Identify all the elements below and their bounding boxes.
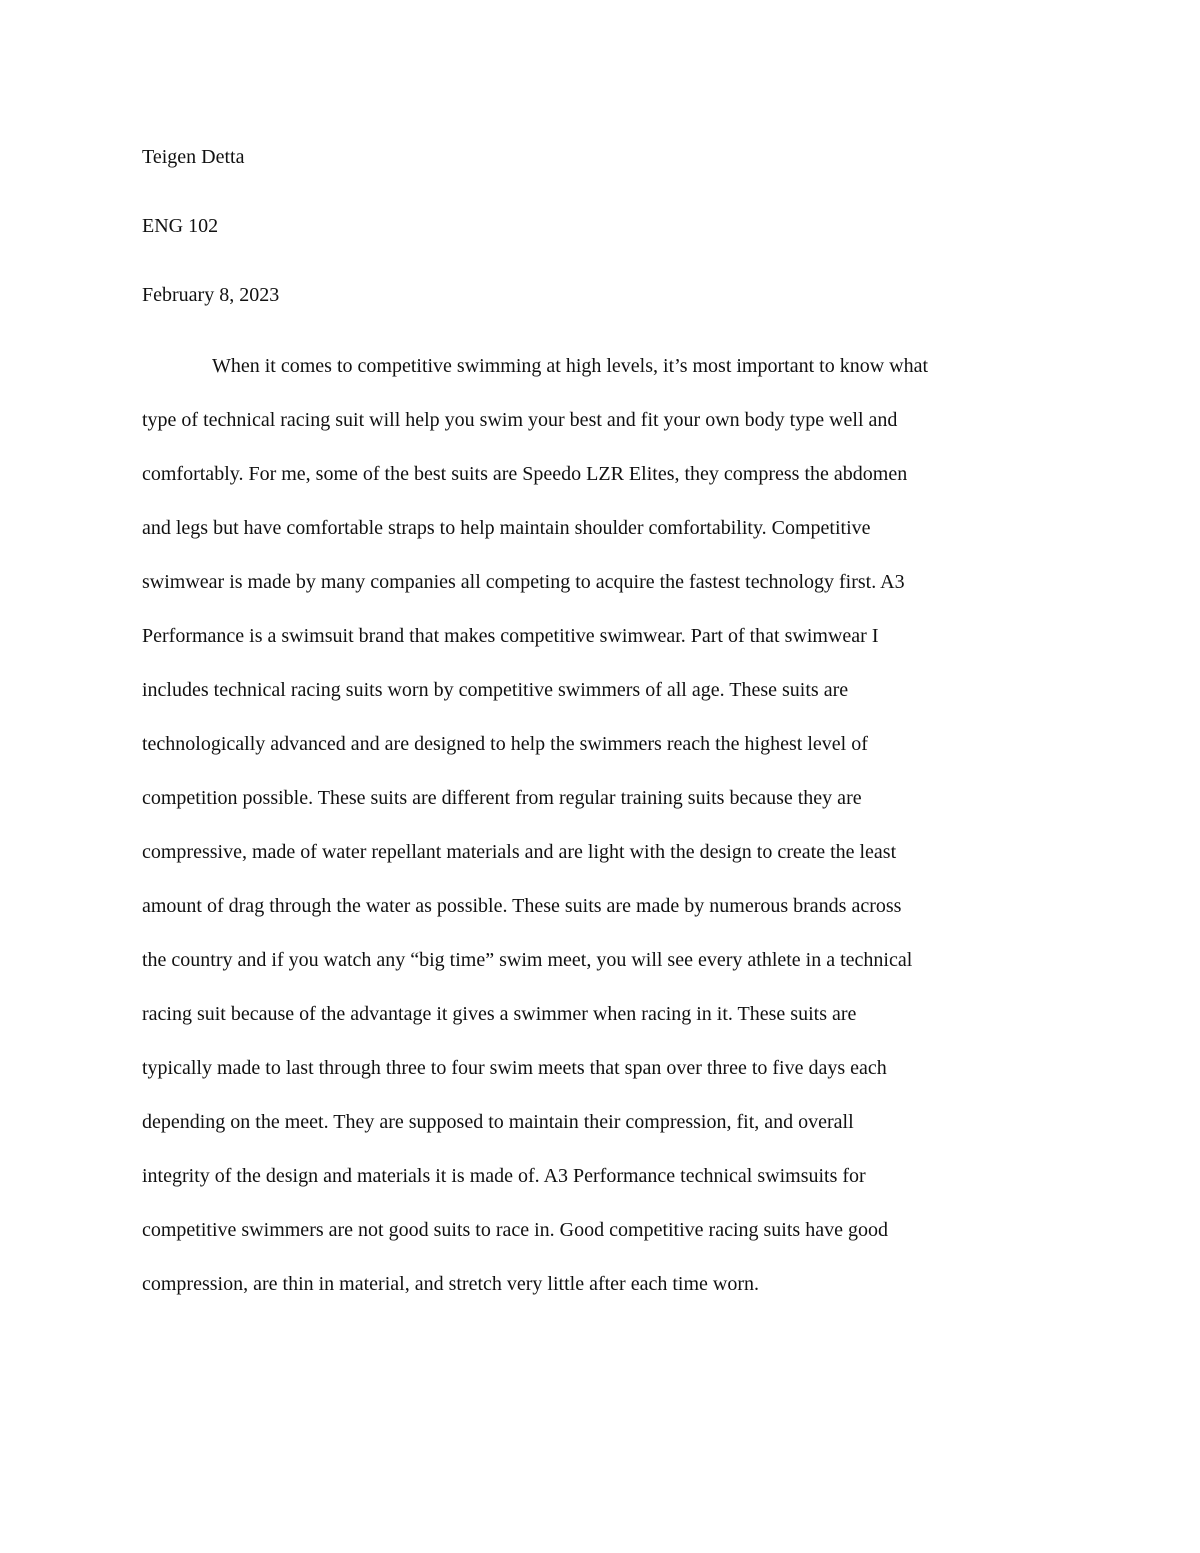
course-name: ENG 102 — [142, 215, 219, 237]
paragraph-line: competition possible. These suits are different from regular training suits because they are — [142, 787, 862, 809]
paragraph-line: and legs but have comfortable straps to help maintain shoulder comfortability. Competitive — [142, 517, 871, 539]
paragraph-line: competitive swimmers are not good suits to race in. Good competitive racing suits have good — [142, 1219, 888, 1241]
paragraph-line: compression, are thin in material, and stretch very little after each time worn. — [142, 1273, 759, 1295]
paragraph-line: racing suit because of the advantage it gives a swimmer when racing in it. These suits are — [142, 1003, 857, 1025]
paragraph-line: the country and if you watch any “big time” swim meet, you will see every athlete in a technical — [142, 949, 913, 971]
author-name: Teigen Detta — [142, 146, 245, 168]
essay-date: February 8, 2023 — [142, 284, 280, 306]
paragraph-line: compressive, made of water repellant materials and are light with the design to create the least — [142, 841, 897, 863]
paragraph-line: comfortably. For me, some of the best suits are Speedo LZR Elites, they compress the abdomen — [142, 463, 908, 485]
paragraph-line: depending on the meet. They are supposed to maintain their compression, fit, and overall — [142, 1111, 854, 1133]
paragraph-line: technologically advanced and are designed to help the swimmers reach the highest level of — [142, 733, 868, 755]
paragraph-line: amount of drag through the water as possible. These suits are made by numerous brands across — [142, 895, 902, 917]
paragraph-line: includes technical racing suits worn by competitive swimmers of all age. These suits are — [142, 679, 849, 701]
paragraph-line: Performance is a swimsuit brand that makes competitive swimwear. Part of that swimwear I — [142, 625, 879, 647]
paragraph-line: integrity of the design and materials it is made of. A3 Performance technical swimsuits for — [142, 1165, 866, 1187]
paragraph-line: When it comes to competitive swimming at high levels, it’s most important to know what — [212, 355, 929, 377]
paragraph-line: swimwear is made by many companies all competing to acquire the fastest technology first. A3 — [142, 571, 905, 593]
paragraph-line: typically made to last through three to four swim meets that span over three to five days each — [142, 1057, 887, 1079]
paragraph-line: type of technical racing suit will help you swim your best and fit your own body type well and — [142, 409, 898, 431]
